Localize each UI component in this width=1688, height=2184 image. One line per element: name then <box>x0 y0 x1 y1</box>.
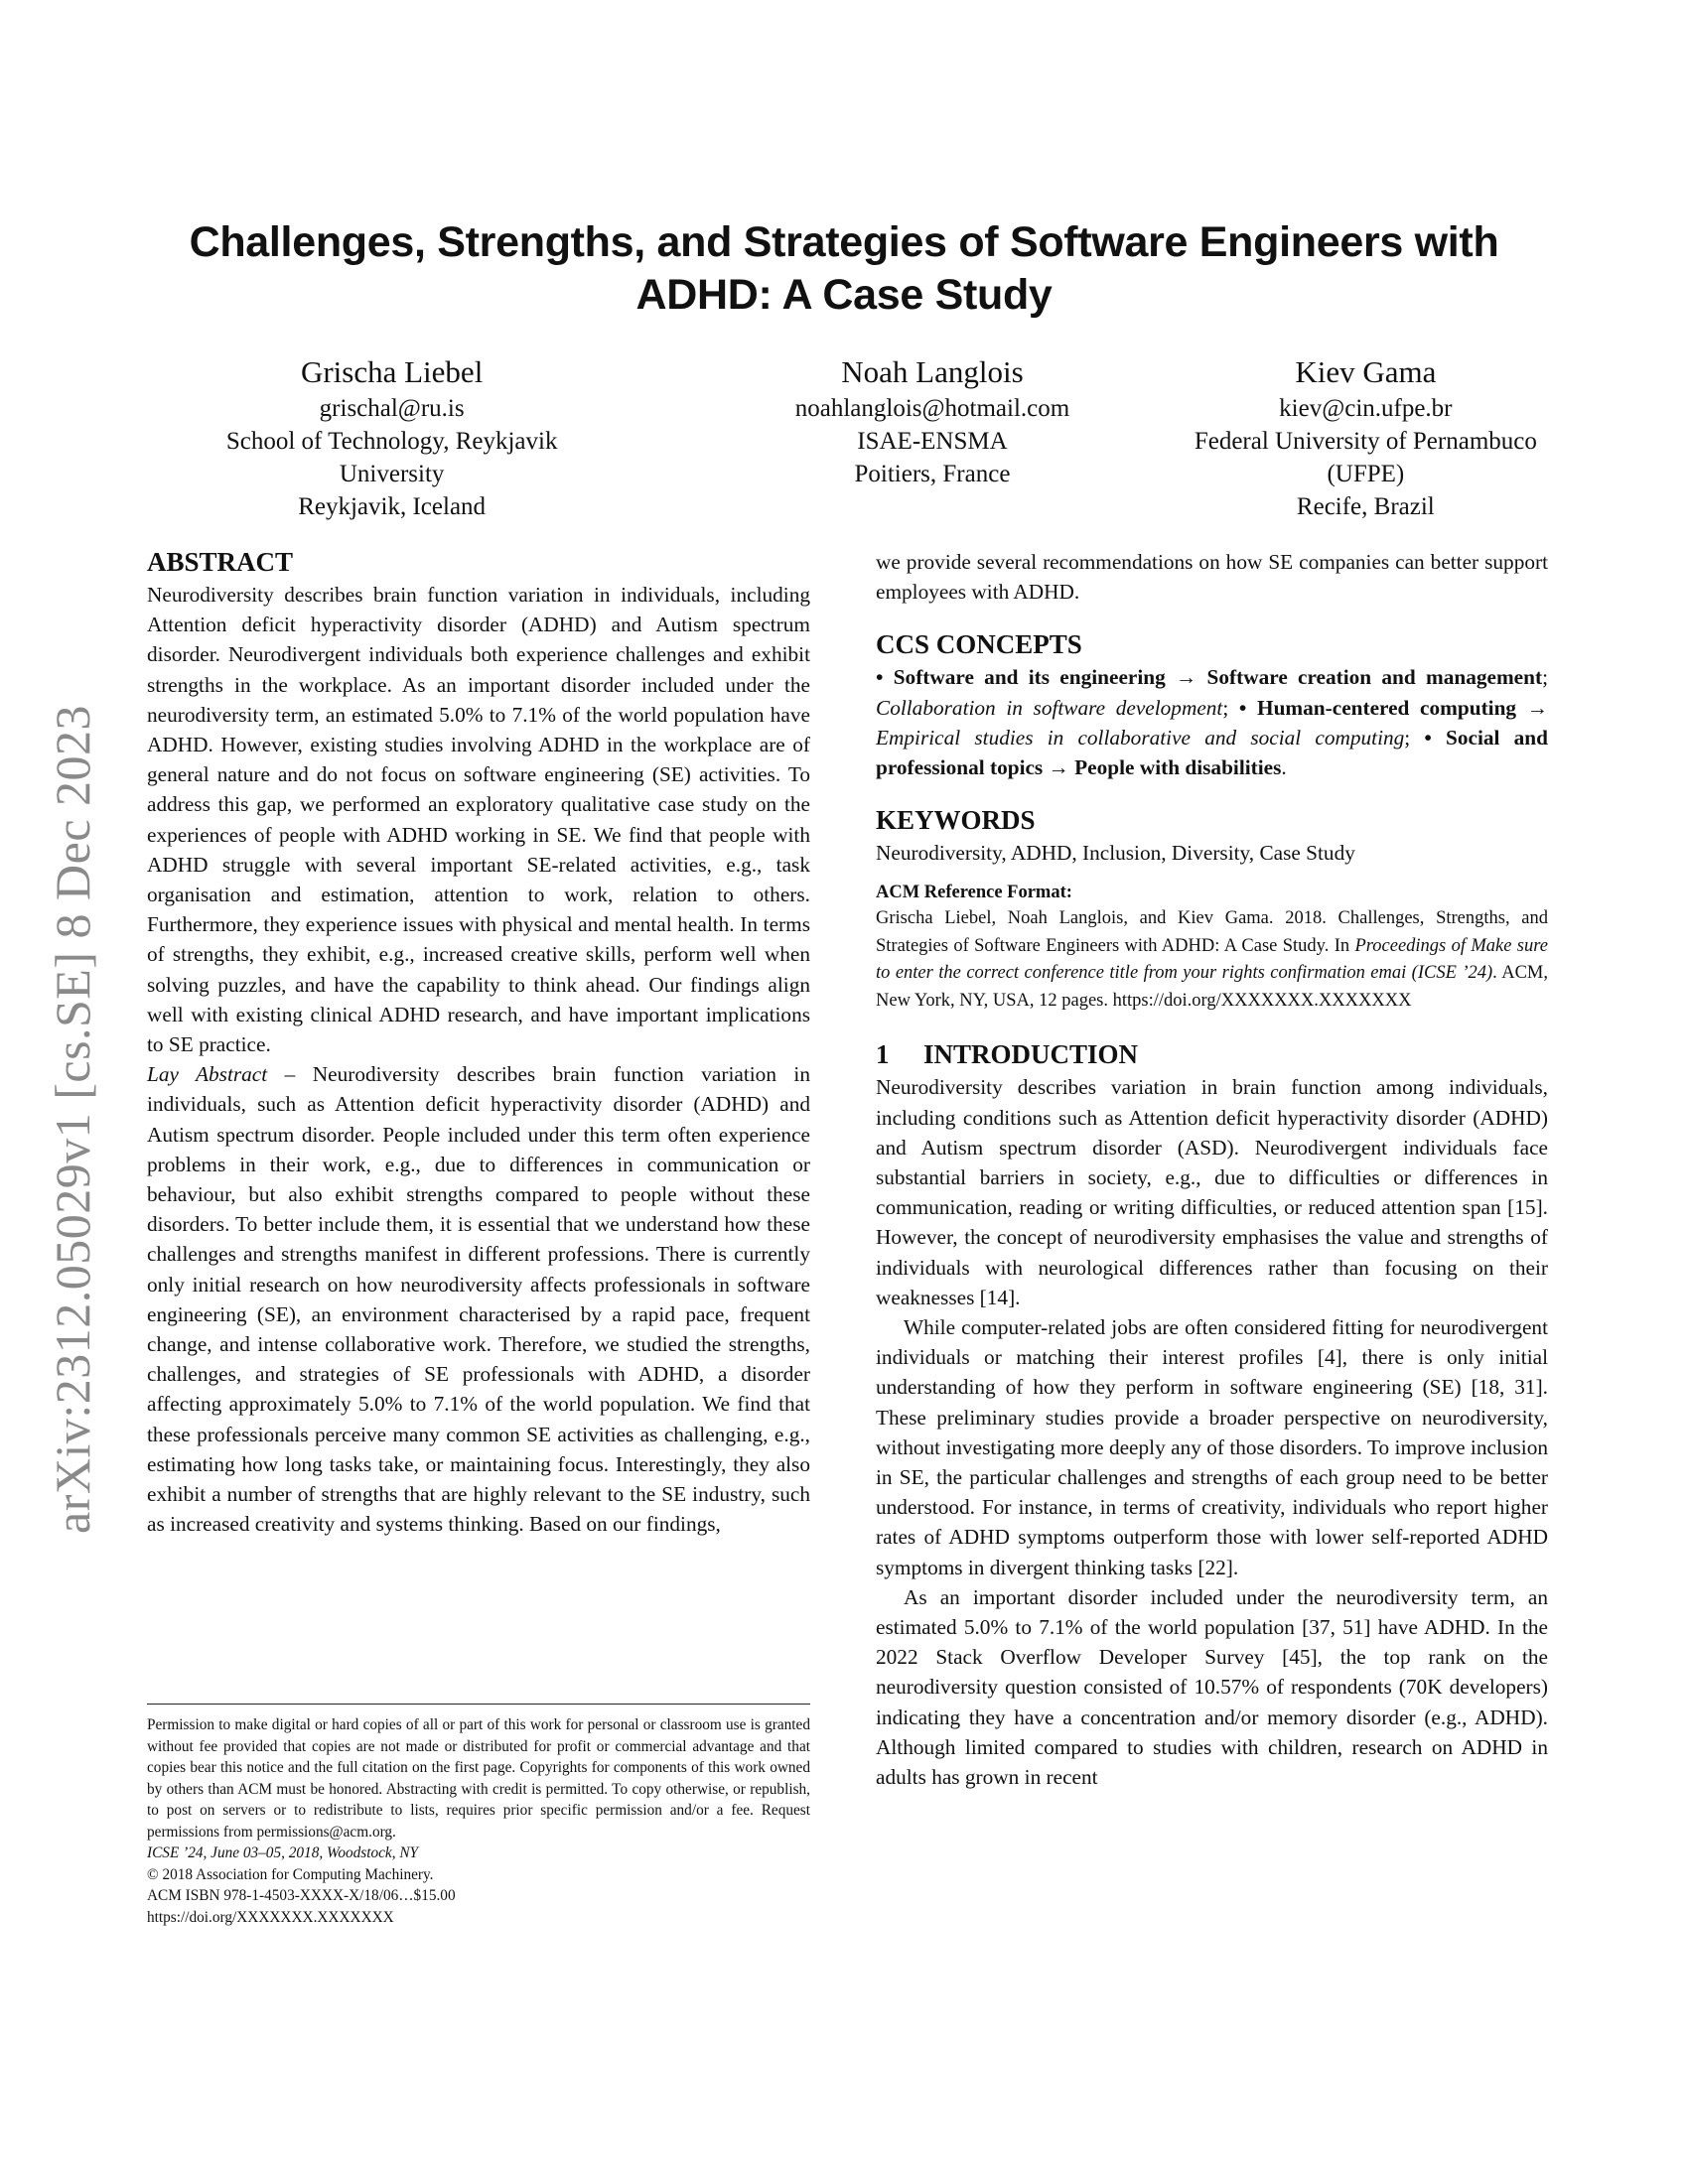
conference-info <box>147 1843 810 1864</box>
doi-line: https://doi.org/XXXXXXX.XXXXXXX <box>147 1908 394 1926</box>
ccs-separator: ; <box>1222 695 1239 720</box>
ccs-concepts-heading: CCS CONCEPTS <box>876 629 1082 660</box>
paper-title <box>119 216 1569 322</box>
author-3 <box>1183 352 1549 523</box>
acm-reference-venue: Proceedings of Make sure to enter the correct conference title from your rights confirmation emai (ICSE ’24) <box>876 935 1548 984</box>
acm-reference-text <box>876 905 1548 1015</box>
ccs-concept-italic: Empirical studies in collaborative and social computing <box>876 725 1405 750</box>
copyright-line: © 2018 Association for Computing Machinery. <box>147 1865 434 1883</box>
keywords-text: Neurodiversity, ADHD, Inclusion, Diversity, Case Study <box>876 841 1355 866</box>
copyright-footnote <box>147 1704 810 1928</box>
conference-line: ICSE ’24, June 03–05, 2018, Woodstock, NY <box>147 1844 419 1861</box>
author-affiliation: (UFPE) <box>1327 461 1405 487</box>
title-line-2: ADHD: A Case Study <box>635 271 1053 319</box>
ccs-concept-bold: • Software and its engineering → Software creation and management <box>876 665 1543 690</box>
author-email: noahlanglois@hotmail.com <box>794 395 1070 422</box>
abstract-heading: ABSTRACT <box>147 547 294 577</box>
intro-paragraph: While computer-related jobs are often considered fitting for neurodivergent individuals or matching their interest profiles [4], there is only initial understanding of how they perform in software engineering (SE) [18, 31]. These preliminary studies provide a broader perspective on neurodiversity, without investigating more deeply any of those disorders. To improve inclusion in SE, the particular challenges and strengths of each group need to be better understood. For instance, in terms of creativity, individuals who report higher rates of ADHD symptoms outperform those with lower self-reported ADHD symptoms in divergent thinking tasks [22]. <box>876 1315 1548 1579</box>
abstract-text: Neurodiversity describes brain function variation in individuals, including Attention deficit hyperactivity disorder (ADHD) and Autism spectrum disorder. Neurodivergent individuals both experience challenges and exhibit strengths in the workplace. As an important disorder included under the neurodiversity term, an estimated 5.0% to 7.1% of the world population have ADHD. However, existing studies involving ADHD in the workplace are of general nature and do not focus on software engineering (SE) activities. To address this gap, we performed an exploratory qualitative case study on the experiences of people with ADHD working in SE. We find that people with ADHD struggle with several important SE-related activities, e.g., task organisation and estimation, attention to work, relation to others. Furthermore, they experience issues with physical and mental health. In terms of strengths, they exhibit, e.g., increased creative skills, perform well when solving puzzles, and have the capability to think ahead. Our findings align well with existing clinical ADHD research, and have important implications to SE practice. <box>147 583 810 1057</box>
lay-abstract-label: Lay Abstract <box>147 1062 268 1087</box>
title-line-1: Challenges, Strengths, and Strategies of Software Engineers with <box>189 218 1499 266</box>
ccs-concepts-text <box>876 662 1548 782</box>
right-column <box>876 547 1548 1792</box>
author-location: Reykjavik, Iceland <box>298 493 487 520</box>
arxiv-identifier-stamp: arXiv:2312.05029v1 [cs.SE] 8 Dec 2023 <box>45 704 100 1534</box>
section-title: INTRODUCTION <box>923 1039 1139 1070</box>
author-email: grischal@ru.is <box>319 395 465 422</box>
ccs-separator: → <box>1516 695 1549 720</box>
ccs-separator: ; <box>1404 725 1425 750</box>
author-name: Noah Langlois <box>841 354 1024 389</box>
author-email: kiev@cin.ufpe.br <box>1279 395 1453 422</box>
author-block <box>139 352 1549 523</box>
ccs-concept-italic: Collaboration in software development <box>876 695 1223 720</box>
author-1 <box>199 352 585 523</box>
author-name: Kiev Gama <box>1295 354 1437 389</box>
left-column <box>147 544 810 1540</box>
intro-paragraph: Neurodiversity describes variation in brain function among individuals, including conditions such as Attention deficit hyperactivity disorder (ADHD) and Autism spectrum disorder (ASD). Neurodivergent individuals face substantial barriers in society, e.g., due to difficulties or differences in communication, reading or writing difficulties, or reduced attention span [15]. However, the concept of neurodiversity emphasises the value and strengths of individuals with neurological differences rather than focusing on their weaknesses [14]. <box>876 1075 1548 1309</box>
author-affiliation: School of Technology, Reykjavik <box>225 428 558 455</box>
isbn-line: ACM ISBN 978-1-4503-XXXX-X/18/06…$15.00 <box>147 1887 456 1904</box>
author-2 <box>769 352 1095 523</box>
keywords-heading: KEYWORDS <box>876 805 1036 836</box>
author-affiliation: Federal University of Pernambuco <box>1194 428 1537 455</box>
author-location: Poitiers, France <box>854 461 1011 487</box>
acm-reference-heading: ACM Reference Format: <box>876 883 1072 903</box>
acm-reference-part: Grischa Liebel, Noah Langlois, and Kiev Gama. 2018. Challenges, Strengths, and Strategies of Software Engineers with ADHD: A Case Study. In <box>876 908 1548 956</box>
author-name: Grischa Liebel <box>300 354 484 389</box>
lay-abstract <box>147 1059 810 1539</box>
ccs-separator: . <box>1281 755 1287 780</box>
acm-reference-part: . ACM, New York, NY, USA, 12 pages. https://doi.org/XXXXXXX.XXXXXXX <box>876 963 1548 1011</box>
ccs-concept-bold: • Social and professional topics → People with disabilities <box>876 725 1548 780</box>
section-number: 1 <box>876 1039 890 1070</box>
lay-abstract-text: – Neurodiversity describes brain function variation in individuals, such as Attention deficit hyperactivity disorder (ADHD) and Autism spectrum disorder. People included under this term often experience problems in their work, e.g., due to differences in communication or behaviour, but also exhibit strengths compared to people without these disorders. To better include them, it is essential that we understand how these challenges and strengths manifest in different professions. There is currently only initial research on how neurodiversity affects professionals in software engineering (SE), an environment characterised by a rapid pace, frequent change, and intense collaborative work. Therefore, we studied the strengths, challenges, and strategies of SE professionals with ADHD, a disorder affecting approximately 5.0% to 7.1% of the world population. We find that these professionals perceive many common SE activities as challenging, e.g., estimating how long tasks take, or maintaining focus. Interestingly, they also exhibit a number of strengths that are highly relevant to the SE industry, such as increased creativity and systems thinking. Based on our findings, <box>147 1062 810 1537</box>
ccs-separator: ; <box>1542 665 1548 690</box>
intro-paragraph: As an important disorder included under the neurodiversity term, an estimated 5.0% to 7.1% of the world population [37, 51] have ADHD. In the 2022 Stack Overflow Developer Survey [45], the top rank on the neurodiversity question consisted of 10.57% of respondents (70K developers) indicating they have a concentration and/or memory disorder (e.g., ADHD). Although limited compared to studies with children, research on ADHD in adults has grown in recent <box>876 1584 1548 1790</box>
permission-notice: Permission to make digital or hard copies of all or part of this work for personal or classroom use is granted without fee provided that copies are not made or distributed for profit or commercial advantage and that copies bear this notice and the full citation on the first page. Copyrights for components of this work owned by others than ACM must be honored. Abstracting with credit is permitted. To copy otherwise, or republish, to post on servers or to redistribute to lists, requires prior specific permission and/or a fee. Request permissions from permissions@acm.org. <box>147 1716 810 1841</box>
author-affiliation: University <box>339 461 445 487</box>
ccs-concept-bold: • Human-centered computing <box>1238 695 1517 720</box>
author-affiliation: ISAE-ENSMA <box>857 428 1008 455</box>
lay-abstract-continuation: we provide several recommendations on how SE companies can better support employees with ADHD. <box>876 550 1548 605</box>
introduction-heading <box>876 1036 1548 1072</box>
author-location: Recife, Brazil <box>1296 493 1435 520</box>
